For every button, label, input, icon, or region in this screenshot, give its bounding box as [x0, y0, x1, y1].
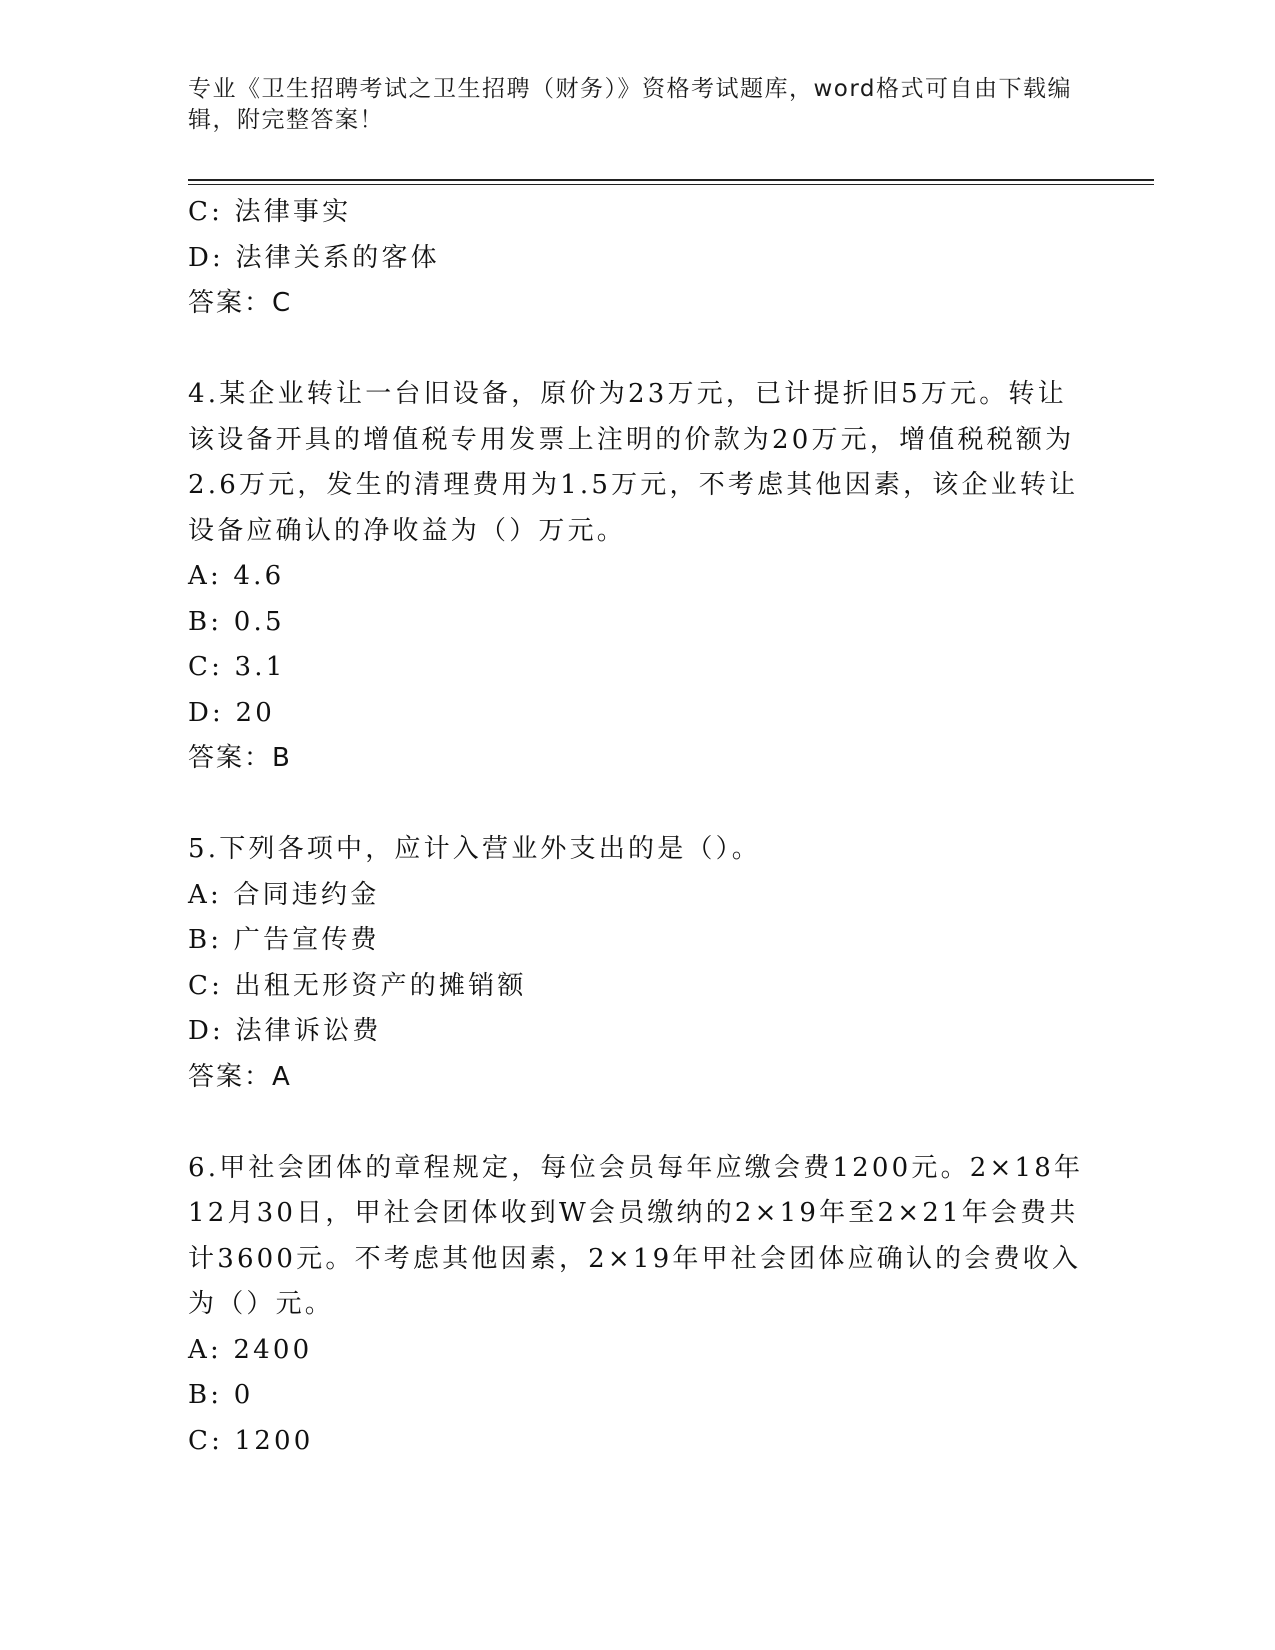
option-c: C: 法律事实 [188, 197, 352, 227]
answer-line: 答案：A [188, 1061, 292, 1092]
option-c: C: 出租无形资产的摊销额 [188, 970, 527, 1001]
option-b: B: 0 [188, 1380, 254, 1410]
header-divider-thin [188, 184, 1154, 185]
option-d: D: 法律诉讼费 [188, 1016, 382, 1046]
document-body [188, 190, 1088, 1464]
question-6-text: 6.甲社会团体的章程规定，每位会员每年应缴会费1200元。2×18年12月30日，甲社会团体收到W会员缴纳的2×19年至2×21年会费共计3600元。不考虑其他因素，2×19年甲社会团体应确认的会费收入为（）元。 [188, 1152, 1084, 1319]
option-c: C: 1200 [188, 1425, 314, 1456]
header-divider-thick [188, 179, 1154, 181]
answer-line: 答案：B [188, 743, 292, 773]
option-a: A: 合同违约金 [188, 879, 380, 910]
option-b: B: 广告宣传费 [188, 925, 380, 955]
question-4-text: 4.某企业转让一台旧设备，原价为23万元，已计提折旧5万元。转让该设备开具的增值税专用发票上注明的价款为20万元，增值税税额为2.6万元，发生的清理费用为1.5万元，不考虑其他因素，该企业转让设备应确认的净收益为（）万元。 [188, 379, 1079, 546]
option-d: D: 法律关系的客体 [188, 242, 440, 273]
question-5-text: 5.下列各项中，应计入营业外支出的是（）。 [188, 834, 762, 864]
page-header: 专业《卫生招聘考试之卫生招聘（财务）》资格考试题库，word格式可自由下载编辑，附完整答案！ [188, 76, 1073, 133]
option-a: A: 4.6 [188, 561, 285, 591]
option-a: A: 2400 [188, 1334, 313, 1365]
option-c: C: 3.1 [188, 652, 286, 682]
answer-line: 答案：C [188, 288, 293, 318]
option-d: D: 20 [188, 697, 275, 728]
option-b: B: 0.5 [188, 606, 285, 637]
